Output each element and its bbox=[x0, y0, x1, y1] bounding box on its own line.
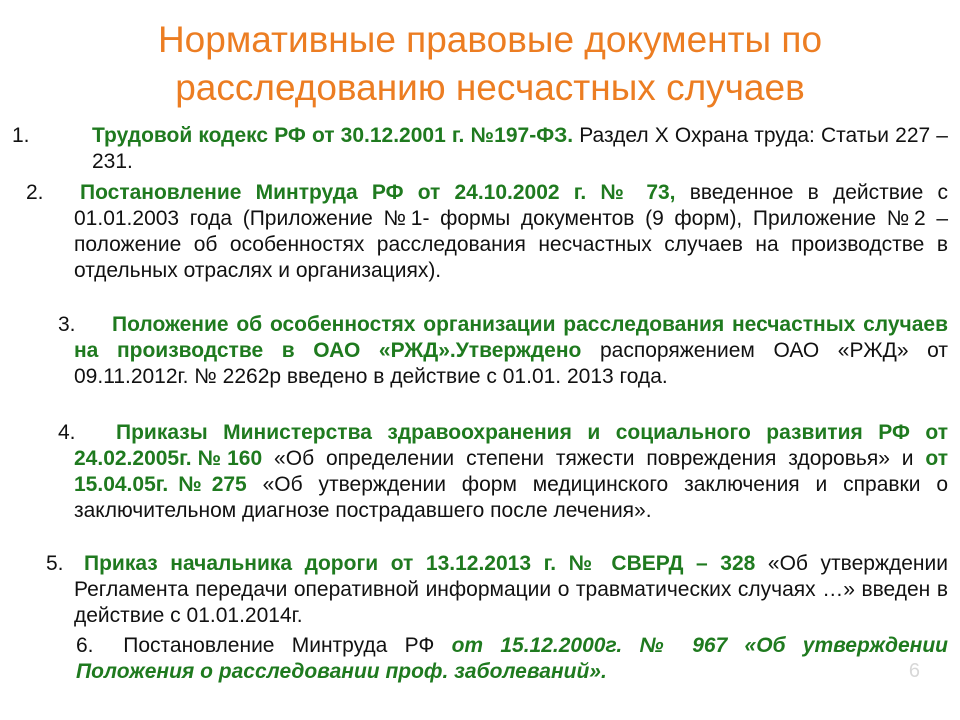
list-item-3 bbox=[58, 312, 948, 390]
title-line-2: расследованию несчастных случаев bbox=[175, 67, 805, 108]
item-title-bold: Положение об особенностях организации расследования несчастных случаев на производстве в ОАО «РЖД».Утверждено bbox=[74, 313, 948, 362]
item-text: Постановление Минтруда РФ bbox=[106, 634, 452, 657]
list-item-2 bbox=[26, 180, 948, 284]
list-item-6 bbox=[76, 633, 948, 685]
list-item-4 bbox=[58, 420, 948, 524]
list-item-1 bbox=[12, 123, 948, 175]
item-number: 4. bbox=[58, 421, 76, 444]
item-text: введенное в действие с 01.01.2003 года (Приложение №1- формы документов (9 форм), Приложение №2 – положение об особенностях расследования несчастных случаев на производстве в отдельных отраслях и организациях). bbox=[74, 181, 948, 282]
item-title-bold: Постановление Минтруда РФ от 24.10.2002 г. № 73, bbox=[80, 181, 676, 204]
title-line-1: Нормативные правовые документы по bbox=[157, 19, 823, 60]
item-number: 1. bbox=[12, 124, 30, 147]
item-title-bold: Приказ начальника дороги от 13.12.2013 г. № СВЕРД – 328 bbox=[84, 552, 756, 575]
item-text: «Об утверждении Регламента передачи оперативной информации о травматических случаях …» введен в действие с 01.01.2014г. bbox=[74, 552, 948, 627]
item-number: 5. bbox=[46, 552, 64, 575]
item-title-bold: Приказы Министерства здравоохранения и социального развития РФ от 24.02.2005г.№160 bbox=[74, 421, 948, 470]
item-text: «Об определении степени тяжести повреждения здоровья» и bbox=[262, 447, 926, 470]
list-item-5 bbox=[46, 551, 948, 629]
item-number: 6. bbox=[76, 634, 94, 657]
item-title-bold-2: от 15.04.05г.№275 bbox=[74, 447, 948, 496]
page-number: 6 bbox=[908, 660, 920, 682]
item-text: Раздел X Охрана труда: Статьи 227 – 231. bbox=[92, 124, 948, 173]
item-title-bold: Трудовой кодекс РФ от 30.12.2001 г. №197-ФЗ. bbox=[92, 124, 574, 147]
item-text-2: «Об утверждении форм медицинского заключения и справки о заключительном диагнозе пострадавшего после лечения». bbox=[74, 473, 948, 522]
item-text: распоряжением ОАО «РЖД» от 09.11.2012г. № 2262р введено в действие с 01.01. 2013 года. bbox=[74, 339, 948, 388]
page-title bbox=[60, 16, 920, 112]
item-title-italic: от 15.12.2000г. № 967 «Об утверждении Положения о расследовании проф. заболеваний». bbox=[76, 634, 948, 683]
item-number: 2. bbox=[26, 181, 44, 204]
item-number: 3. bbox=[58, 313, 76, 336]
